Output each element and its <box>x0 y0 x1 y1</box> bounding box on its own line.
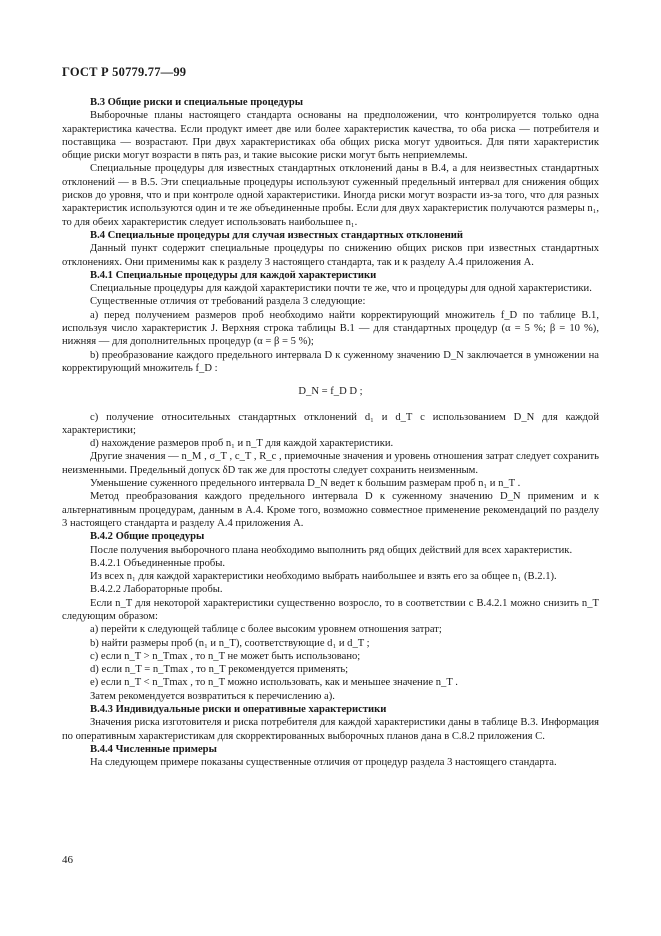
paragraph: Другие значения — n_M , σ_T , c_T , R_c , приемочные значения и уровень отношения затрат следует сохранить неизменными. Предельный допуск δD так же для простоты следует сохранить неизменным. <box>62 451 599 476</box>
heading-b44: B.4.4 Численные примеры <box>90 743 217 755</box>
paragraph: Специальные процедуры для известных стандартных отклонений даны в B.4, а для неизвестных стандартных отклонений — в B.5. Эти специальные процедуры используют суженный предельный интервал для снижения общих рисков до уровня, что и при контроле одной характеристики. Иногда риски могут возрасти из-за того, что для разных характеристик используются один и те же объединенные пробы. Если для двух характеристик получаются размеры n₁, то для обеих характеристик следует использовать наибольшее n₁. <box>62 163 599 228</box>
list-item: d) если n_T = n_Tmax , то n_T рекомендуется применять; <box>90 664 349 676</box>
heading-b4: B.4 Специальные процедуры для случая известных стандартных отклонений <box>90 229 464 241</box>
paragraph: B.4.2.2 Лабораторные пробы. <box>90 584 223 596</box>
list-item: e) если n_T < n_Tmax , то n_T можно использовать, как и меньшее значение n_T . <box>90 677 458 689</box>
document-header: ГОСТ Р 50779.77—99 <box>62 65 187 79</box>
list-item: b) преобразование каждого предельного интервала D к суженному значению D_N заключается в умножении на корректирующий множитель f_D : <box>62 349 599 374</box>
document-body <box>62 96 599 770</box>
paragraph: Метод преобразования каждого предельного интервала D к суженному значению D_N применим и к альтернативным процедурам, данным в A.4. Кроме того, возможно совместное применение рекомендаций по разделу 3 настоящего стандарта и разделу A.4 приложения A. <box>62 491 599 529</box>
heading-b3: B.3 Общие риски и специальные процедуры <box>90 97 304 108</box>
paragraph: Специальные процедуры для каждой характеристики почти те же, что и процедуры для одной характеристики. <box>90 283 592 295</box>
formula: D_N = f_D D ; <box>298 386 363 398</box>
list-item: d) нахождение размеров проб n₁ и n_T для каждой характеристики. <box>90 438 394 450</box>
paragraph: Выборочные планы настоящего стандарта основаны на предположении, что контролируется только одна характеристика качества. Если продукт имеет две или более характеристик качества, то оба риска — потребителя и поставщика — возрастают. При двух характеристиках оба общих риска могут удвоиться. Для пяти характеристик общие риски могут возрасти в пять раз, и такие высокие риски могут быть неприемлемы. <box>62 110 599 162</box>
paragraph: B.4.2.1 Объединенные пробы. <box>90 557 226 569</box>
paragraph: Значения риска изготовителя и риска потребителя для каждой характеристики даны в таблице B.3. Информация по оперативным характеристикам для скорректированных выборочных планов дана в C.8.2 приложения C. <box>62 717 599 742</box>
paragraph: После получения выборочного плана необходимо выполнить ряд общих действий для всех характеристик. <box>90 544 573 556</box>
list-item: c) если n_T > n_Tmax , то n_T не может быть использовано; <box>90 650 361 662</box>
list-item: a) перед получением размеров проб необходимо найти корректирующий множитель f_D по таблице B.1, используя число характеристик J. Верхняя строка таблицы B.1 — для стандартных процедур (α = 5 %; β = 10 %), нижняя — для дополнительных процедур (α = β = 5 %); <box>62 309 599 348</box>
list-item: c) получение относительных стандартных отклонений d₁ и d_T с использованием D_N для каждой характеристики; <box>62 411 599 436</box>
list-item: b) найти размеры проб (n₁ и n_T), соответствующие d₁ и d_T ; <box>90 637 370 649</box>
paragraph: Существенные отличия от требований раздела 3 следующие: <box>90 296 366 308</box>
list-item: a) перейти к следующей таблице с более высоким уровнем отношения затрат; <box>90 624 442 636</box>
heading-b43: B.4.3 Индивидуальные риски и оперативные характеристики <box>90 704 387 716</box>
paragraph: Если n_T для некоторой характеристики существенно возросло, то в соответствии с B.4.2.1 можно снизить n_T следующим образом: <box>62 597 599 622</box>
paragraph: На следующем примере показаны существенные отличия от процедур раздела 3 настоящего стандарта. <box>90 757 557 769</box>
heading-b42: B.4.2 Общие процедуры <box>90 531 205 543</box>
paragraph: Затем рекомендуется возвратиться к перечислению a). <box>90 690 335 702</box>
page-number: 46 <box>62 854 73 866</box>
heading-b41: B.4.1 Специальные процедуры для каждой характеристики <box>90 269 377 281</box>
paragraph: Из всех n₁ для каждой характеристики необходимо выбрать наибольшее и взять его за общее n₁ (B.2.1). <box>90 571 557 583</box>
paragraph: Данный пункт содержит специальные процедуры по снижению общих рисков при известных стандартных отклонениях. Они применимы как к разделу 3 настоящего стандарта, так и к разделу A.4 приложения A. <box>62 243 599 268</box>
paragraph: Уменьшение суженного предельного интервала D_N ведет к большим размерам проб n₁ и n_T . <box>90 478 521 490</box>
